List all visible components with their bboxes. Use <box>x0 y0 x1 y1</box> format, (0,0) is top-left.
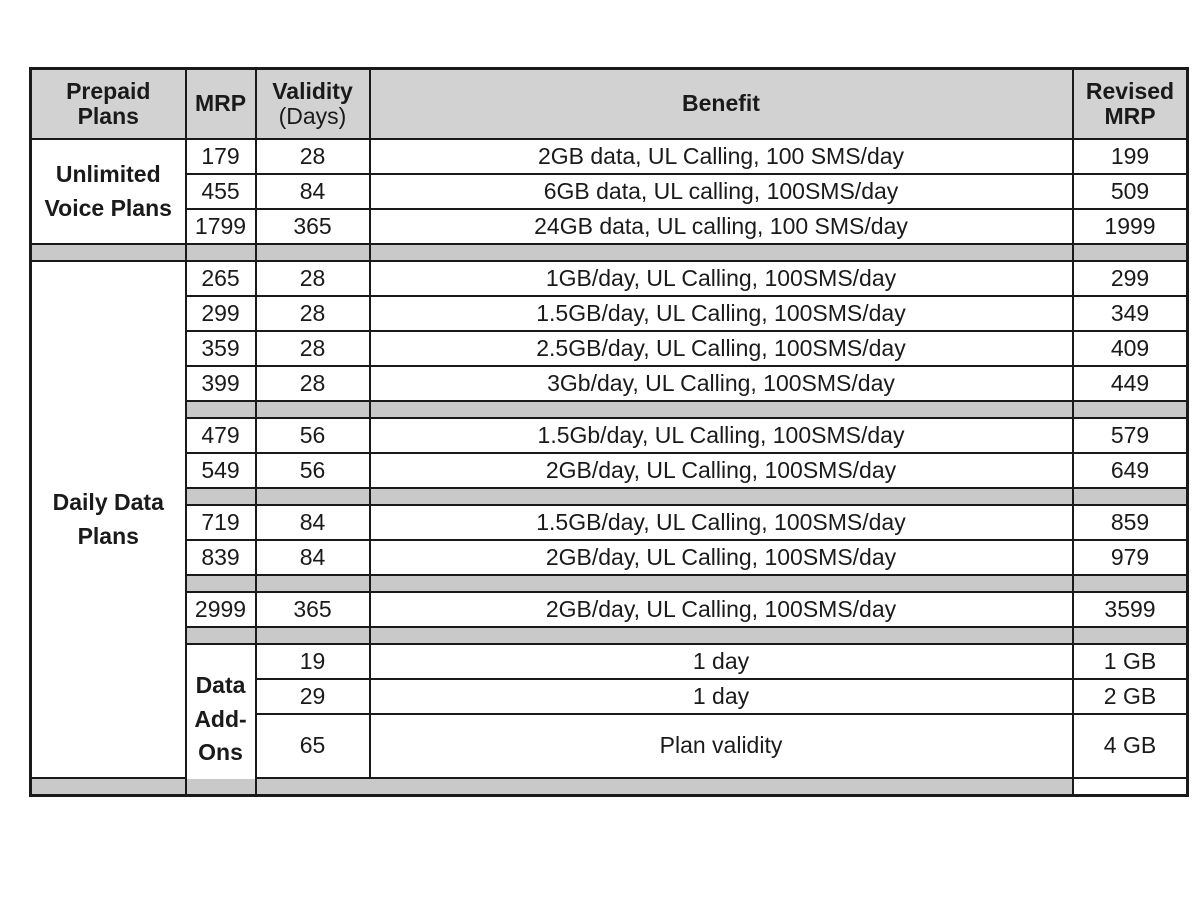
mrp-cell: 359 <box>186 331 256 366</box>
revised-mrp-cell: 409 <box>1073 331 1188 366</box>
benefit-cell: 1 GB <box>1073 644 1188 679</box>
revised-mrp-cell: 3599 <box>1073 592 1188 627</box>
header-revised-line1: Revised <box>1085 77 1175 104</box>
validity-cell: 28 <box>256 331 370 366</box>
benefit-cell: 2GB data, UL Calling, 100 SMS/day <box>370 139 1073 174</box>
mrp-cell: 179 <box>186 139 256 174</box>
mrp-cell: 19 <box>256 644 370 679</box>
validity-cell: 28 <box>256 296 370 331</box>
validity-cell: 28 <box>256 261 370 296</box>
benefit-cell: 4 GB <box>1073 714 1188 778</box>
benefit-cell: 24GB data, UL calling, 100 SMS/day <box>370 209 1073 244</box>
validity-cell: 84 <box>256 540 370 575</box>
header-revised-line2: MRP <box>1104 103 1156 129</box>
validity-cell: 365 <box>256 592 370 627</box>
table-row <box>31 366 1188 401</box>
mrp-cell: 549 <box>186 453 256 488</box>
mrp-cell: 265 <box>186 261 256 296</box>
mrp-cell: 839 <box>186 540 256 575</box>
category-data-addons: Data Add-Ons <box>186 644 256 796</box>
mrp-cell: 1799 <box>186 209 256 244</box>
benefit-cell: 2GB/day, UL Calling, 100SMS/day <box>370 453 1073 488</box>
separator-row <box>31 575 1188 592</box>
revised-mrp-cell: 299 <box>1073 261 1188 296</box>
validity-cell: 1 day <box>370 679 1073 714</box>
header-prepaid-plans <box>31 69 186 140</box>
separator-row <box>31 627 1188 644</box>
header-mrp: MRP <box>186 69 256 140</box>
validity-cell: 28 <box>256 139 370 174</box>
mrp-cell: 719 <box>186 505 256 540</box>
header-validity-unit: (Days) <box>278 103 347 129</box>
category-daily-data: Daily Data Plans <box>31 261 186 778</box>
table-row <box>31 418 1188 453</box>
benefit-cell: 1GB/day, UL Calling, 100SMS/day <box>370 261 1073 296</box>
benefit-cell: 1.5GB/day, UL Calling, 100SMS/day <box>370 505 1073 540</box>
benefit-cell: 2GB/day, UL Calling, 100SMS/day <box>370 540 1073 575</box>
validity-cell: 56 <box>256 453 370 488</box>
table-row <box>31 139 1188 174</box>
table-row <box>31 296 1188 331</box>
mrp-cell: 399 <box>186 366 256 401</box>
separator-row <box>31 401 1188 418</box>
table-row <box>31 261 1188 296</box>
table-row <box>31 592 1188 627</box>
mrp-cell: 479 <box>186 418 256 453</box>
revised-mrp-cell: 1999 <box>1073 209 1188 244</box>
header-validity-label: Validity <box>272 77 353 104</box>
revised-mrp-cell: 449 <box>1073 366 1188 401</box>
header-plans-line1: Prepaid <box>66 77 151 104</box>
mrp-cell: 2999 <box>186 592 256 627</box>
header-benefit: Benefit <box>370 69 1073 140</box>
header-plans-line2: Plans <box>77 103 139 129</box>
mrp-cell: 29 <box>256 679 370 714</box>
header-revised-mrp <box>1073 69 1188 140</box>
revised-mrp-cell: 199 <box>1073 139 1188 174</box>
category-unlimited-voice: Unlimited Voice Plans <box>31 139 186 244</box>
separator-row <box>31 778 1188 796</box>
revised-mrp-cell: 349 <box>1073 296 1188 331</box>
header-validity <box>256 69 370 140</box>
validity-cell: 365 <box>256 209 370 244</box>
table-row <box>31 174 1188 209</box>
benefit-cell: 1.5GB/day, UL Calling, 100SMS/day <box>370 296 1073 331</box>
table-row <box>31 331 1188 366</box>
benefit-cell: 2GB/day, UL Calling, 100SMS/day <box>370 592 1073 627</box>
validity-cell: Plan validity <box>370 714 1073 778</box>
mrp-cell: 299 <box>186 296 256 331</box>
revised-mrp-cell: 979 <box>1073 540 1188 575</box>
mrp-cell: 455 <box>186 174 256 209</box>
benefit-cell: 6GB data, UL calling, 100SMS/day <box>370 174 1073 209</box>
benefit-cell: 3Gb/day, UL Calling, 100SMS/day <box>370 366 1073 401</box>
separator-row <box>31 488 1188 505</box>
table-row <box>31 540 1188 575</box>
validity-cell: 28 <box>256 366 370 401</box>
benefit-cell: 1.5Gb/day, UL Calling, 100SMS/day <box>370 418 1073 453</box>
validity-cell: 1 day <box>370 644 1073 679</box>
table-row <box>31 453 1188 488</box>
revised-mrp-cell: 509 <box>1073 174 1188 209</box>
revised-mrp-cell: 859 <box>1073 505 1188 540</box>
revised-mrp-cell: 649 <box>1073 453 1188 488</box>
validity-cell: 84 <box>256 505 370 540</box>
validity-cell: 56 <box>256 418 370 453</box>
mrp-cell: 65 <box>256 714 370 778</box>
validity-cell: 84 <box>256 174 370 209</box>
benefit-cell: 2 GB <box>1073 679 1188 714</box>
prepaid-plans-table <box>29 67 1189 797</box>
revised-mrp-cell: 579 <box>1073 418 1188 453</box>
table-row <box>31 209 1188 244</box>
table-row <box>31 505 1188 540</box>
table-row <box>31 644 1188 679</box>
header-row <box>31 69 1188 140</box>
separator-row <box>31 244 1188 261</box>
benefit-cell: 2.5GB/day, UL Calling, 100SMS/day <box>370 331 1073 366</box>
